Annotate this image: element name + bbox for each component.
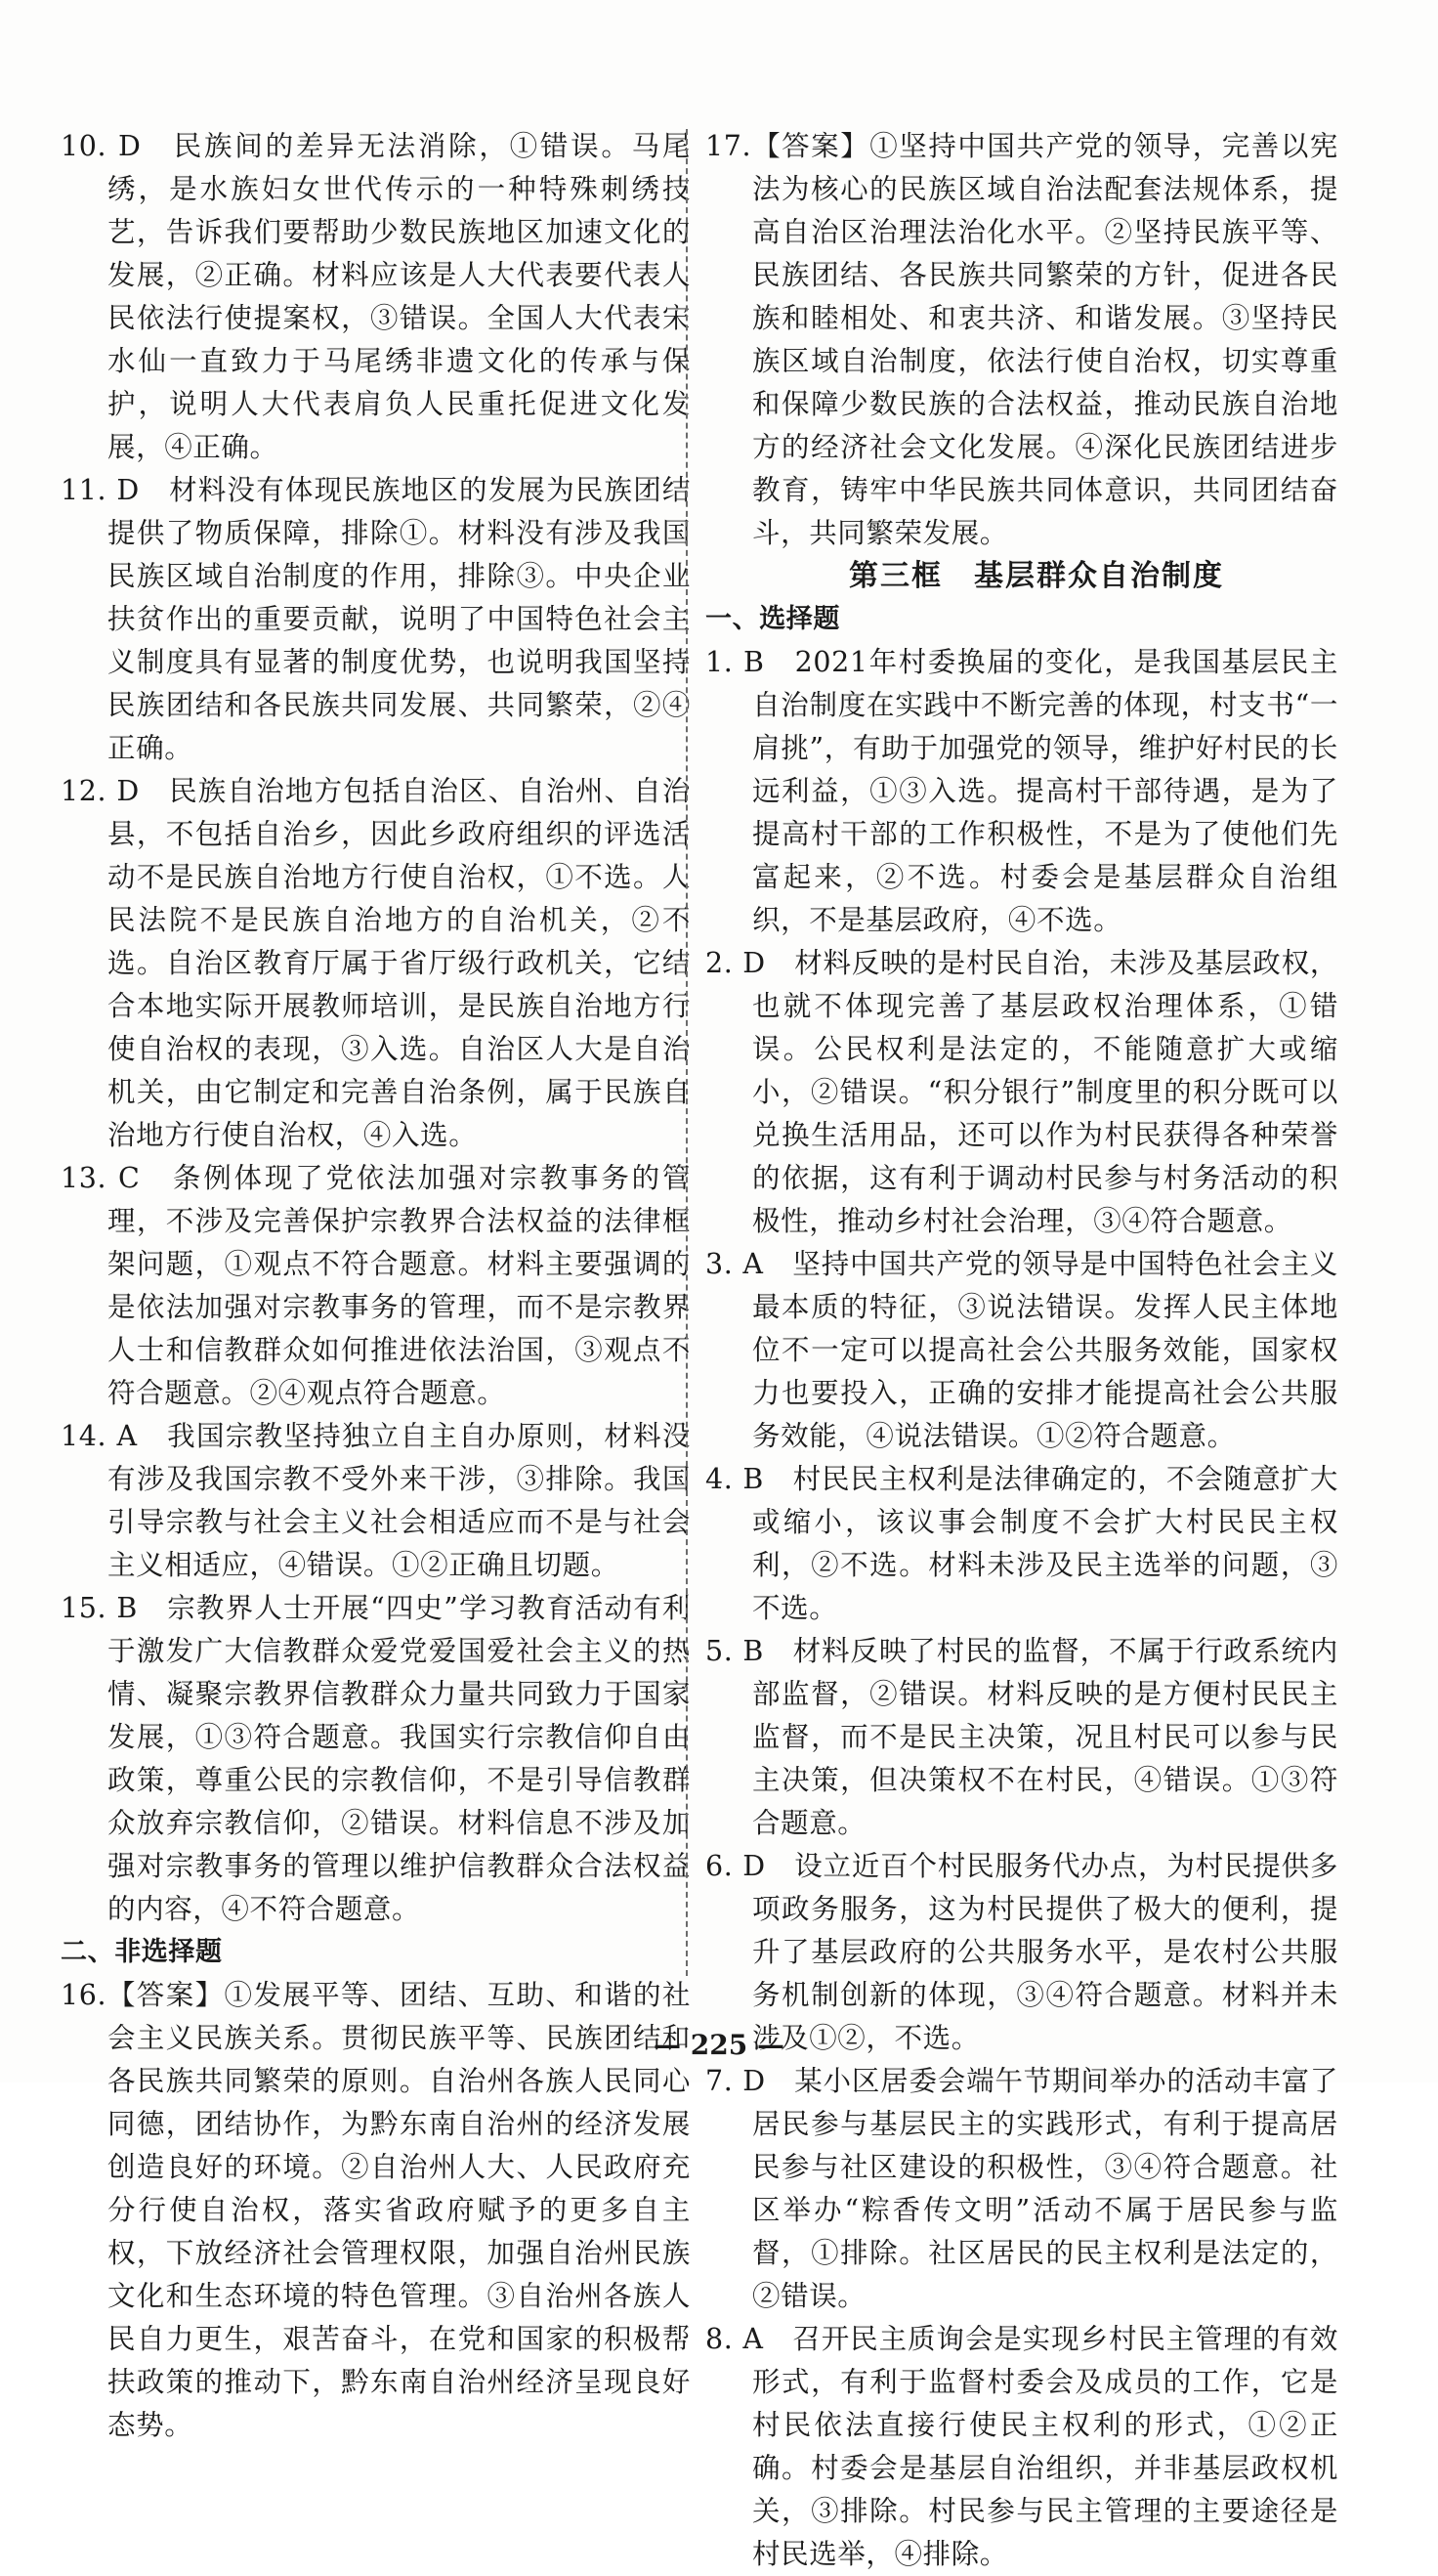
- column-divider: [686, 129, 688, 1976]
- answer-item-5: 5. B 材料反映了村民的监督，不属于行政系统内部监督，②错误。材料反映的是方便村民民主监督，而不是民主决策，况且村民可以参与民主决策，但决策权不在村民，④错误。①③符合题意。: [705, 1635, 1338, 1839]
- answer-item-10: 10. D 民族间的差异无法消除，①错误。马尾绣，是水族妇女世代传示的一种特殊刺绣技艺，告诉我们要帮助少数民族地区加速文化的发展，②正确。材料应该是人大代表要代表人民依法行使提案权，③错误。全国人大代表宋水仙一直致力于马尾绣非遗文化的传承与保护，说明人大代表肩负人民重托促进文化发展，④正确。: [61, 130, 691, 463]
- section-heading-non-choice: 二、非选择题: [61, 1937, 223, 1967]
- page-number: — 225 —: [654, 2029, 784, 2061]
- answer-item-1: 1. B 2021年村委换届的变化，是我国基层民主自治制度在实践中不断完善的体现，村支书“一肩挑”，有助于加强党的领导，维护好村民的长远利益，①③入选。提高村干部待遇，是为了提高村干部的工作积极性，不是为了使他们先富起来，②不选。村委会是基层群众自治组织，不是基层政府，④不选。: [705, 646, 1338, 936]
- answer-item-16: 16.【答案】①发展平等、团结、互助、和谐的社会主义民族关系。贯彻民族平等、民族团结和各民族共同繁荣的原则。自治州各族人民同心同德，团结协作，为黔东南自治州的经济发展创造良好的环境。②自治州人大、人民政府充分行使自治权，落实省政府赋予的更多自主权，下放经济社会管理权限，加强自治州民族文化和生态环境的特色管理。③自治州各族人民自力更生，艰苦奋斗，在党和国家的积极帮扶政策的推动下，黔东南自治州经济呈现良好态势。: [61, 1979, 691, 2441]
- answer-item-13: 13. C 条例体现了党依法加强对宗教事务的管理，不涉及完善保护宗教界合法权益的法律框架问题，①观点不符合题意。材料主要强调的是依法加强对宗教事务的管理，而不是宗教界人士和信教群众如何推进依法治国，③观点不符合题意。②④观点符合题意。: [61, 1162, 691, 1409]
- left-column: [61, 125, 691, 2447]
- subsection-title: 第三框 基层群众自治制度: [849, 559, 1224, 593]
- right-column: [705, 125, 1338, 2576]
- answer-item-7: 7. D 某小区居委会端午节期间举办的活动丰富了居民参与基层民主的实践形式，有利于提高居民参与社区建设的积极性，③④符合题意。社区举办“粽香传文明”活动不属于居民参与监督，①排除。社区居民的民主权利是法定的，②错误。: [705, 2065, 1338, 2312]
- answer-item-12: 12. D 民族自治地方包括自治区、自治州、自治县，不包括自治乡，因此乡政府组织的评选活动不是民族自治地方行使自治权，①不选。人民法院不是民族自治地方的自治机关，②不选。自治区教育厅属于省厅级行政机关，它结合本地实际开展教师培训，是民族自治地方行使自治权的表现，③入选。自治区人大是自治机关，由它制定和完善自治条例，属于民族自治地方行使自治权，④入选。: [61, 775, 691, 1151]
- answer-item-14: 14. A 我国宗教坚持独立自主自办原则，材料没有涉及我国宗教不受外来干涉，③排除。我国引导宗教与社会主义社会相适应而不是与社会主义相适应，④错误。①②正确且切题。: [61, 1420, 691, 1581]
- answer-item-3: 3. A 坚持中国共产党的领导是中国特色社会主义最本质的特征，③说法错误。发挥人民主体地位不一定可以提高社会公共服务效能，国家权力也要投入，正确的安排才能提高社会公共服务效能，④说法错误。①②符合题意。: [705, 1248, 1338, 1452]
- answer-item-11: 11. D 材料没有体现民族地区的发展为民族团结提供了物质保障，排除①。材料没有涉及我国民族区域自治制度的作用，排除③。中央企业扶贫作出的重要贡献，说明了中国特色社会主义制度具有显著的制度优势，也说明我国坚持民族团结和各民族共同发展、共同繁荣，②④正确。: [61, 474, 691, 764]
- answer-item-8: 8. A 召开民主质询会是实现乡村民主管理的有效形式，有利于监督村委会及成员的工作，它是村民依法直接行使民主权利的形式，①②正确。村委会是基层自治组织，并非基层政权机关，③排除。村民参与民主管理的主要途径是村民选举，④排除。: [705, 2323, 1338, 2570]
- answer-item-6: 6. D 设立近百个村民服务代办点，为村民提供多项政务服务，这为村民提供了极大的便利，提升了基层政府的公共服务水平，是农村公共服务机制创新的体现，③④符合题意。材料并未涉及①②，不选。: [705, 1850, 1338, 2054]
- answer-item-2: 2. D 材料反映的是村民自治，未涉及基层政权，也就不体现完善了基层政权治理体系，①错误。公民权利是法定的，不能随意扩大或缩小，②错误。“积分银行”制度里的积分既可以兑换生活用品，还可以作为村民获得各种荣誉的依据，这有利于调动村民参与村务活动的积极性，推动乡村社会治理，③④符合题意。: [705, 947, 1338, 1237]
- section-heading-choice: 一、选择题: [705, 604, 840, 634]
- answer-item-4: 4. B 村民民主权利是法律确定的，不会随意扩大或缩小，该议事会制度不会扩大村民民主权利，②不选。材料未涉及民主选举的问题，③不选。: [705, 1463, 1338, 1624]
- answer-item-15: 15. B 宗教界人士开展“四史”学习教育活动有利于激发广大信教群众爱党爱国爱社会主义的热情、凝聚宗教界信教群众力量共同致力于国家发展，①③符合题意。我国实行宗教信仰自由政策，尊重公民的宗教信仰，不是引导信教群众放弃宗教信仰，②错误。材料信息不涉及加强对宗教事务的管理以维护信教群众合法权益的内容，④不符合题意。: [61, 1592, 691, 1925]
- answer-item-17: 17.【答案】①坚持中国共产党的领导，完善以宪法为核心的民族区域自治法配套法规体系，提高自治区治理法治化水平。②坚持民族平等、民族团结、各民族共同繁荣的方针，促进各民族和睦相处、和衷共济、和谐发展。③坚持民族区域自治制度，依法行使自治权，切实尊重和保障少数民族的合法权益，推动民族自治地方的经济社会文化发展。④深化民族团结进步教育，铸牢中华民族共同体意识，共同团结奋斗，共同繁荣发展。: [705, 130, 1338, 549]
